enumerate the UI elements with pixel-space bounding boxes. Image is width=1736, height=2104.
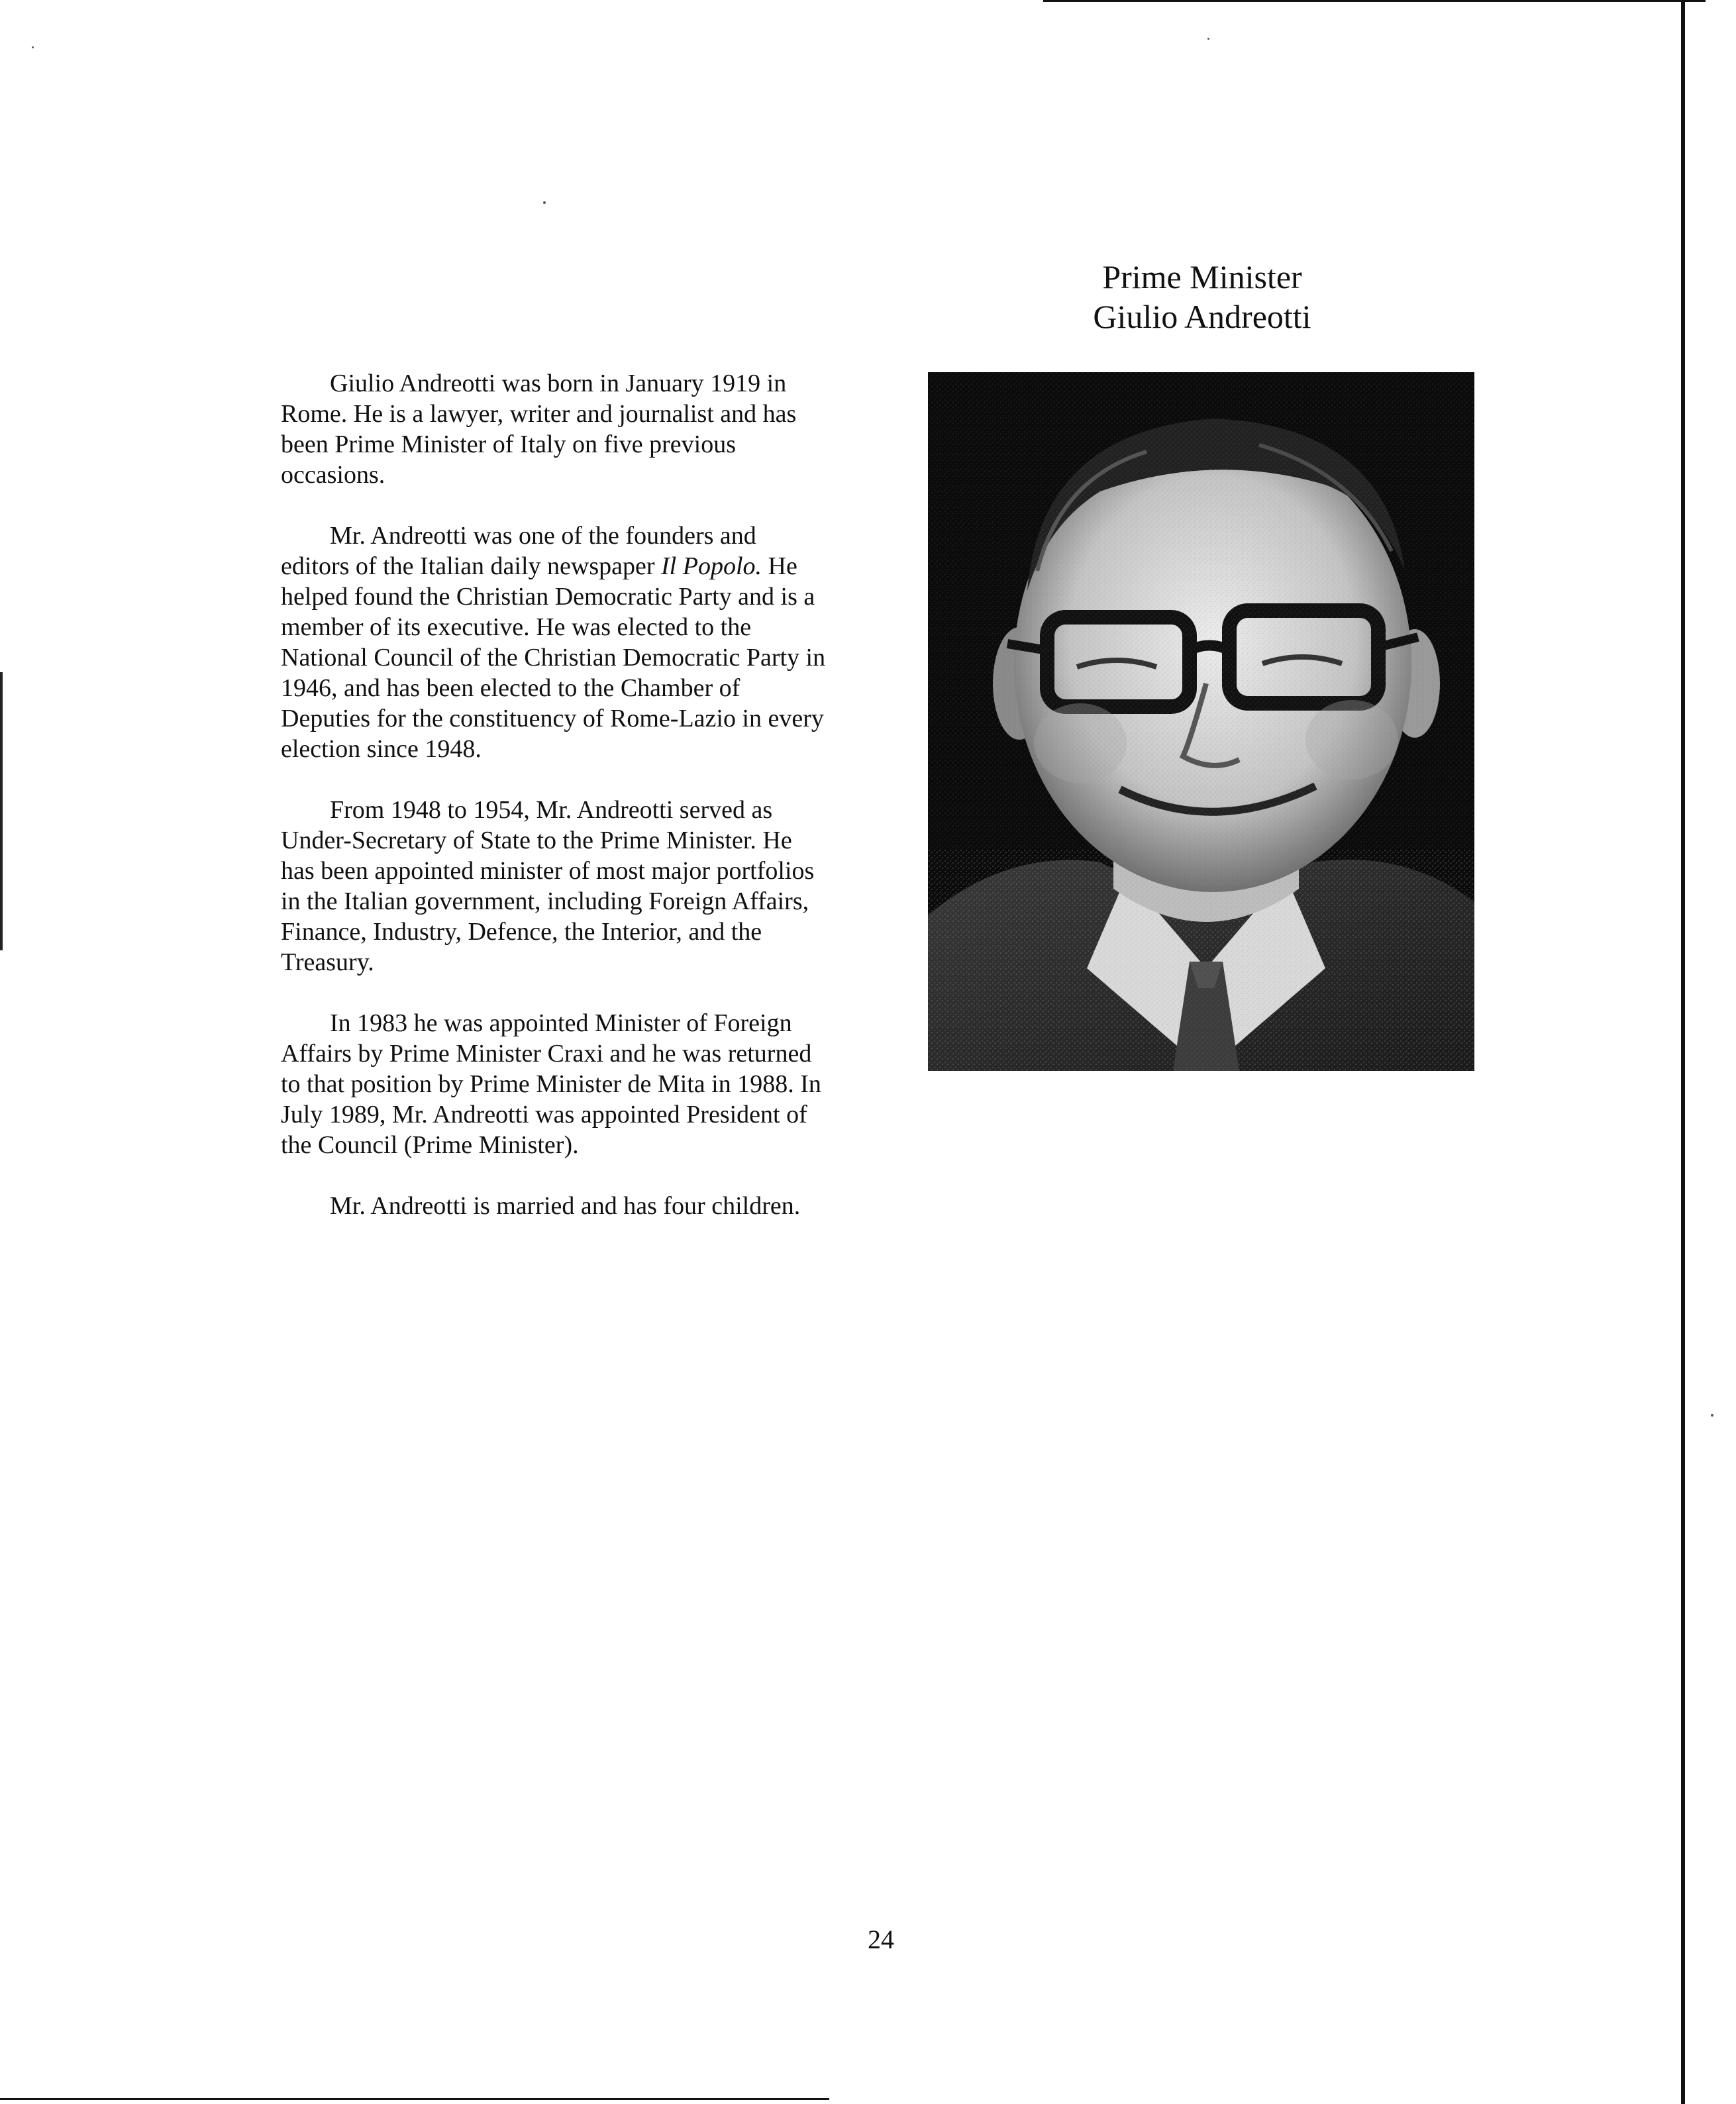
bio-paragraph-undersecretary: From 1948 to 1954, Mr. Andreotti served as Under-Secretary of State to the Prime Minister. He has been appointed minister of most major portfolios in the Italian government, including Foreign Affairs, Finance, Industry, Defence, the Interior, and the Treasury.	[281, 796, 815, 976]
scan-speck	[543, 201, 546, 204]
scan-edge-top	[1043, 0, 1706, 2]
title-line-name: Giulio Andreotti	[1093, 298, 1311, 335]
newspaper-name: Il Popolo.	[661, 552, 762, 580]
portrait-illustration	[928, 372, 1474, 1071]
biography-text	[281, 368, 831, 1252]
title-line-role: Prime Minister	[1102, 258, 1302, 295]
scan-speck	[1207, 38, 1209, 40]
scan-edge-right	[1681, 0, 1685, 2104]
bio-paragraph-founder	[281, 521, 831, 764]
scan-edge-left	[0, 672, 3, 950]
scan-speck	[32, 46, 34, 48]
scan-edge-bottom	[0, 2098, 829, 2100]
bio-paragraph-founder-start: Mr. Andreotti was one of the founders and editors of the Italian daily newspaper	[281, 522, 756, 580]
bio-paragraph-family: Mr. Andreotti is married and has four children.	[330, 1192, 801, 1220]
bio-paragraph-foreign-affairs: In 1983 he was appointed Minister of Foreign Affairs by Prime Minister Craxi and he was returned to that position by Prime Minister de Mita in 1988. In July 1989, Mr. Andreotti was appointed President of the Council (Prime Minister).	[281, 1009, 821, 1159]
page-title	[980, 257, 1424, 336]
bio-paragraph-founder-end: He helped found the Christian Democratic Party and is a member of its executive. He was elected to the National Council of the Christian Democratic Party in 1946, and has been elected to the Chamber of Deputies for the constituency of Rome-Lazio in every election since 1948.	[281, 552, 826, 763]
bio-paragraph-birth: Giulio Andreotti was born in January 1919 in Rome. He is a lawyer, writer and journalist and has been Prime Minister of Italy on five previous occasions.	[281, 370, 797, 489]
scan-speck	[1711, 1414, 1713, 1417]
portrait-photo	[928, 372, 1474, 1071]
page-number: 24	[868, 1925, 894, 1954]
